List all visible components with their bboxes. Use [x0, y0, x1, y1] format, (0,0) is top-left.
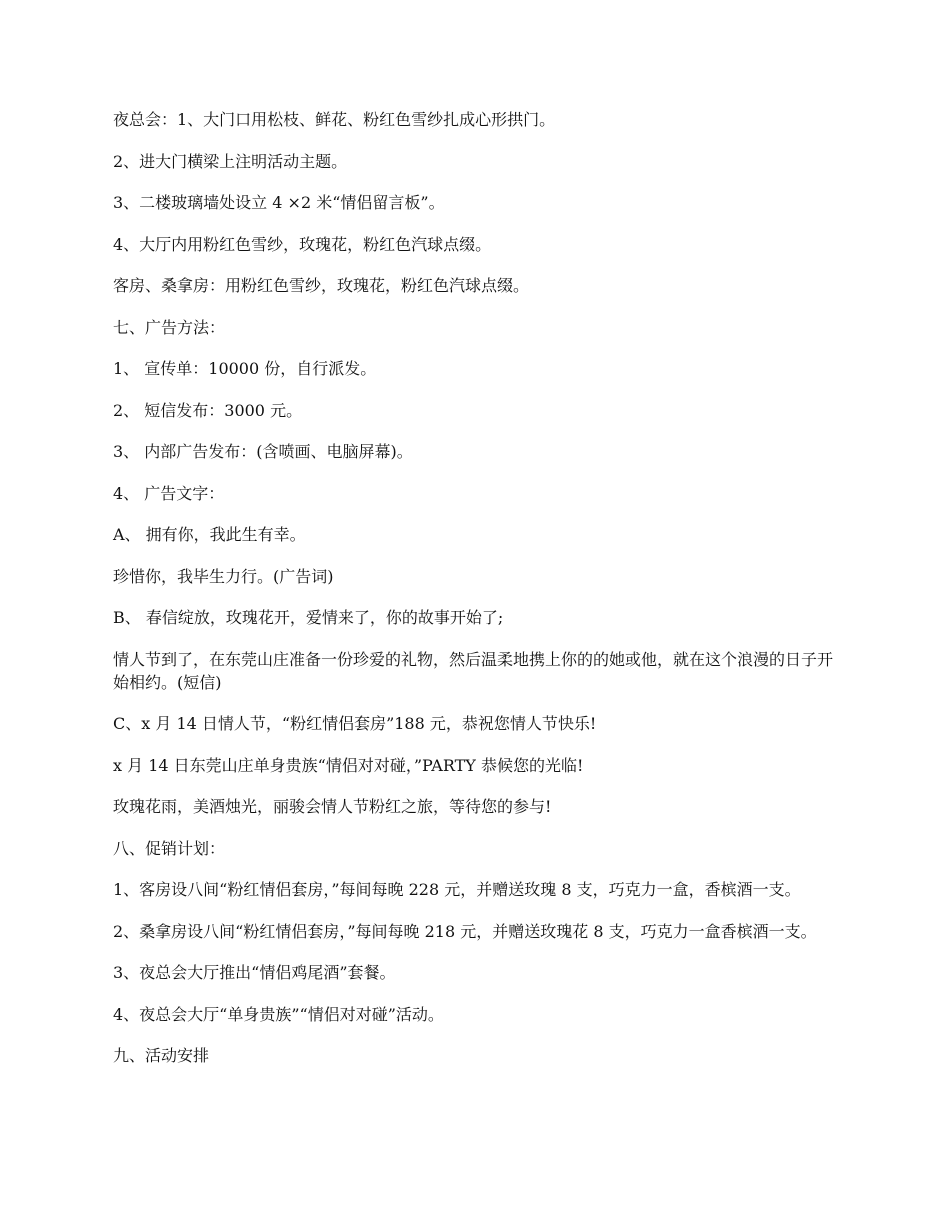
paragraph-promo-cocktail: 3、夜总会大厅推出“情侣鸡尾酒”套餐。 — [113, 963, 396, 982]
paragraph-ad-copy-c-party: x 月 14 日东莞山庄单身贵族“情侣对对碰，”PARTY 恭候您的光临! — [113, 755, 584, 775]
paragraph-ad-copy-a-slogan: 珍惜你，我毕生力行。(广告词) — [113, 566, 334, 586]
paragraph-ad-copy-b: B、 春信绽放，玫瑰花开，爱情来了，你的故事开始了; — [113, 608, 504, 627]
section-heading-advertising: 七、广告方法： — [113, 317, 226, 337]
paragraph-ad-copy-c: C、x 月 14 日情人节，“粉红情侣套房”188 元，恭祝您情人节快乐! — [113, 714, 597, 733]
paragraph-ad-internal: 3、 内部广告发布：(含喷画、电脑屏幕)。 — [113, 442, 413, 461]
document-body — [113, 108, 843, 1086]
section-heading-schedule: 九、活动安排 — [113, 1046, 210, 1065]
section-heading-promotion: 八、促销计划： — [113, 838, 226, 858]
paragraph-ad-copy-b-sms: 情人节到了，在东莞山庄准备一份珍爱的礼物，然后温柔地携上你的的她或他，就在这个浪漫的日子开始相约。(短信) — [113, 649, 834, 692]
paragraph-ad-sms: 2、 短信发布：3000 元。 — [113, 400, 303, 420]
paragraph-rooms-decor: 客房、桑拿房：用粉红色雪纱，玫瑰花，粉红色汽球点缀。 — [113, 276, 530, 295]
paragraph-ad-copy-a: A、 拥有你，我此生有幸。 — [113, 525, 306, 544]
paragraph-nightclub-decor-1: 夜总会：1、大门口用松枝、鲜花、粉红色雪纱扎成心形拱门。 — [113, 110, 556, 129]
paragraph-nightclub-decor-4: 4、大厅内用粉红色雪纱，玫瑰花，粉红色汽球点缀。 — [113, 234, 492, 254]
paragraph-promo-sauna: 2、桑拿房设八间“粉红情侣套房，”每间每晚 218 元，并赠送玫瑰花 8 支，巧克力一盒香槟酒一支。 — [113, 921, 817, 941]
paragraph-nightclub-decor-3: 3、二楼玻璃墙处设立 4 ×2 米“情侣留言板”。 — [113, 193, 445, 212]
paragraph-promo-singles: 4、夜总会大厅“单身贵族”“情侣对对碰”活动。 — [113, 1004, 444, 1024]
paragraph-ad-copy-c-invite: 玫瑰花雨，美酒烛光，丽骏会情人节粉红之旅，等待您的参与! — [113, 797, 552, 816]
paragraph-promo-rooms: 1、客房设八间“粉红情侣套房，”每间每晚 228 元，并赠送玫瑰 8 支，巧克力一盒，香槟酒一支。 — [113, 880, 801, 899]
paragraph-nightclub-decor-2: 2、进大门横梁上注明活动主题。 — [113, 151, 348, 171]
paragraph-ad-copy-heading: 4、 广告文字： — [113, 483, 225, 503]
paragraph-ad-flyers: 1、 宣传单：10000 份，自行派发。 — [113, 359, 377, 378]
